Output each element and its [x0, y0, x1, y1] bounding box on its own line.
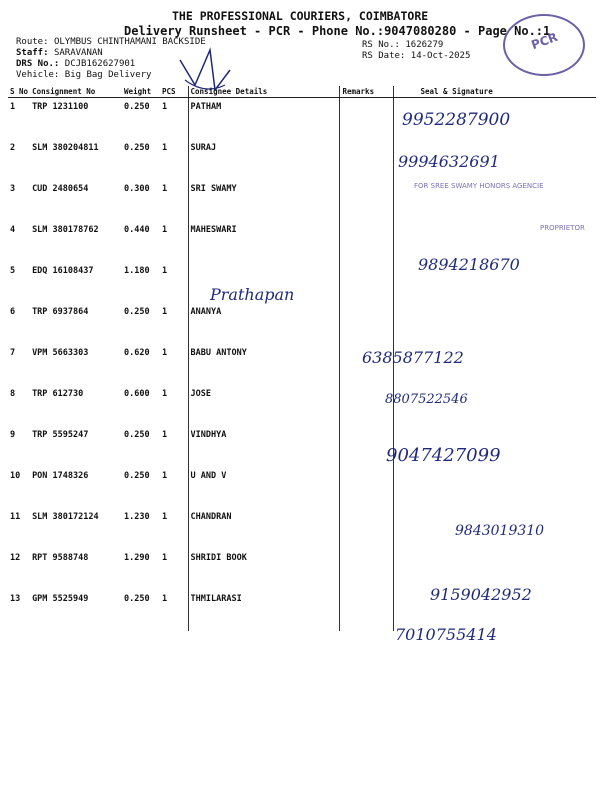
cell-consignee: U AND V: [188, 467, 340, 508]
cell-sno: 11: [10, 512, 21, 522]
cell-remarks: [340, 590, 394, 631]
cell-sno: 6: [10, 307, 16, 317]
cell-pcs: 1: [162, 553, 168, 563]
cell-consignee: JOSE: [188, 385, 340, 426]
cell-pcs: 1: [162, 102, 168, 112]
rs-date-label: RS Date:: [362, 51, 406, 61]
cell-seal: [394, 303, 596, 344]
pcr-stamp: [503, 14, 585, 76]
cell-consignment: TRP 1231100: [32, 102, 89, 112]
table-row: [8, 426, 596, 467]
rs-date-value: 14-Oct-2025: [410, 51, 471, 61]
runsheet-subtitle: Delivery Runsheet - PCR - Phone No.:9047080280 - Page No.:1: [124, 24, 551, 38]
cell-consignee: SURAJ: [188, 139, 340, 180]
handwritten-note: 7010755414: [395, 625, 497, 644]
cell-seal: [394, 467, 596, 508]
cell-remarks: [340, 98, 394, 140]
table-header: [8, 86, 596, 98]
seal-text-proprietor: PROPRIETOR: [540, 224, 585, 232]
cell-weight: 0.600: [124, 389, 150, 399]
cell-weight: 0.250: [124, 307, 150, 317]
handwritten-note: Prathapan: [210, 285, 295, 304]
cell-pcs: 1: [162, 225, 168, 235]
cell-consignee: THMILARASI: [188, 590, 340, 631]
cell-consignment: TRP 6937864: [32, 307, 89, 317]
cell-pcs: 1: [162, 143, 168, 153]
col-consignee: Consignee Details: [188, 86, 340, 98]
cell-consignment: PON 1748326: [32, 471, 89, 481]
cell-weight: 0.440: [124, 225, 150, 235]
route-label: Route:: [16, 37, 49, 47]
cell-pcs: 1: [162, 307, 168, 317]
stamp-text: PCR: [529, 29, 560, 53]
cell-weight: 1.290: [124, 553, 150, 563]
handwritten-note: 9047427099: [386, 445, 501, 466]
col-pcs: PCS: [160, 86, 188, 98]
cell-consignee: SRI SWAMY: [188, 180, 340, 221]
col-weight: Weight: [122, 86, 160, 98]
cell-pcs: 1: [162, 594, 168, 604]
cell-consignee: ANANYA: [188, 303, 340, 344]
cell-remarks: [340, 549, 394, 590]
cell-pcs: 1: [162, 430, 168, 440]
cell-weight: 0.250: [124, 430, 150, 440]
cell-consignment: RPT 9588748: [32, 553, 89, 563]
cell-weight: 0.250: [124, 143, 150, 153]
cell-remarks: [340, 303, 394, 344]
table-row: [8, 344, 596, 385]
cell-sno: 12: [10, 553, 21, 563]
cell-sno: 1: [10, 102, 16, 112]
table-row: [8, 303, 596, 344]
col-remarks: Remarks: [340, 86, 394, 98]
rs-no-label: RS No.:: [362, 40, 400, 50]
staff-label: Staff:: [16, 48, 49, 58]
col-seal: Seal & Signature: [394, 86, 596, 98]
staff-value: SARAVANAN: [53, 48, 103, 58]
seal-text-agency: FOR SREE SWAMY HONORS AGENCIE: [414, 182, 544, 190]
cell-consignment: VPM 5663303: [32, 348, 89, 358]
cell-consignee: PATHAM: [188, 98, 340, 140]
cell-weight: 1.230: [124, 512, 150, 522]
cell-consignment: GPM 5525949: [32, 594, 89, 604]
cell-consignment: SLM 380178762: [32, 225, 99, 235]
cell-consignee: MAHESWARI: [188, 221, 340, 262]
col-sno: S No: [10, 87, 29, 96]
runsheet-title: THE PROFESSIONAL COURIERS, COIMBATORE: [172, 9, 429, 23]
cell-weight: 0.250: [124, 102, 150, 112]
cell-sno: 9: [10, 430, 16, 440]
handwritten-note: 9159042952: [430, 585, 532, 604]
cell-consignment: EDQ 16108437: [32, 266, 94, 276]
rs-no-line: [362, 40, 443, 50]
cell-consignment: CUD 2480654: [32, 184, 89, 194]
cell-weight: 0.250: [124, 471, 150, 481]
rs-no-value: 1626279: [405, 40, 444, 50]
handwritten-note: 8807522546: [385, 392, 468, 407]
cell-consignment: SLM 380204811: [32, 143, 99, 153]
cell-remarks: [340, 467, 394, 508]
table-row: [8, 139, 596, 180]
vehicle-value: Big Bag Delivery: [64, 70, 152, 80]
cell-sno: 7: [10, 348, 16, 358]
cell-consignment: TRP 612730: [32, 389, 84, 399]
cell-consignee: BABU ANTONY: [188, 344, 340, 385]
cell-sno: 10: [10, 471, 21, 481]
cell-weight: 1.180: [124, 266, 150, 276]
cell-pcs: 1: [162, 512, 168, 522]
cell-pcs: 1: [162, 471, 168, 481]
cell-weight: 0.300: [124, 184, 150, 194]
cell-pcs: 1: [162, 389, 168, 399]
table-row: [8, 467, 596, 508]
handwritten-note: 9952287900: [402, 110, 511, 130]
runsheet-table: [8, 86, 596, 631]
cell-sno: 5: [10, 266, 16, 276]
vehicle-label: Vehicle:: [16, 70, 60, 80]
handwritten-note: 9843019310: [455, 523, 545, 539]
table-row: [8, 549, 596, 590]
rs-date-line: [362, 51, 470, 61]
cell-consignee: VINDHYA: [188, 426, 340, 467]
handwritten-note: 6385877122: [362, 348, 464, 367]
cell-remarks: [340, 262, 394, 303]
drs-value: DCJB162627901: [64, 59, 136, 69]
cell-sno: 13: [10, 594, 21, 604]
route-value: OLYMBUS CHINTHAMANI BACKSIDE: [53, 37, 206, 47]
cell-remarks: [340, 508, 394, 549]
staff-line: [16, 48, 103, 58]
drs-line: [16, 59, 135, 69]
cell-pcs: 1: [162, 348, 168, 358]
cell-remarks: [340, 139, 394, 180]
cell-consignee: SHRIDI BOOK: [188, 549, 340, 590]
cell-consignment: SLM 380172124: [32, 512, 99, 522]
cell-consignment: TRP 5595247: [32, 430, 89, 440]
col-consignment: Consignment No: [30, 86, 122, 98]
vehicle-line: [16, 70, 151, 80]
handwritten-note: 9894218670: [418, 255, 520, 274]
cell-remarks: [340, 221, 394, 262]
cell-remarks: [340, 180, 394, 221]
cell-sno: 8: [10, 389, 16, 399]
drs-label: DRS No.:: [16, 59, 60, 69]
cell-sno: 4: [10, 225, 16, 235]
cell-sno: 3: [10, 184, 16, 194]
cell-pcs: 1: [162, 266, 168, 276]
table-row: [8, 385, 596, 426]
handwritten-note: 9994632691: [398, 152, 500, 171]
cell-consignee: CHANDRAN: [188, 508, 340, 549]
cell-sno: 2: [10, 143, 16, 153]
cell-weight: 0.250: [124, 594, 150, 604]
cell-pcs: 1: [162, 184, 168, 194]
cell-weight: 0.620: [124, 348, 150, 358]
cell-seal: [394, 549, 596, 590]
